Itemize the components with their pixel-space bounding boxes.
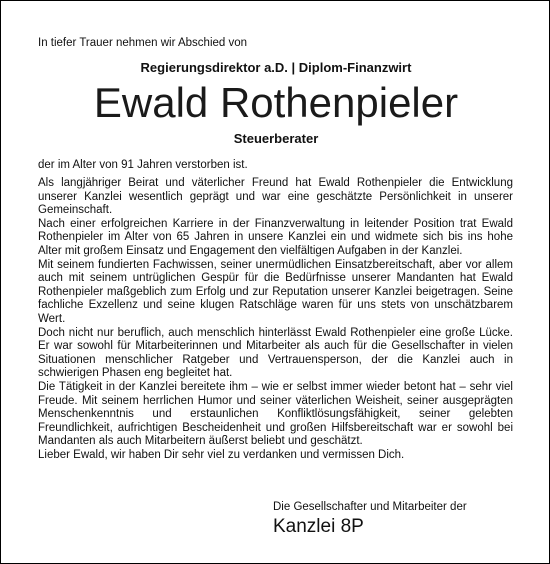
signature-firm: Kanzlei 8P	[273, 516, 364, 537]
paragraph: Als langjähriger Beirat und väterlicher Freund hat Ewald Rothenpieler die Entwicklung unserer Kanzlei wesentlich geprägt und war eine geschätzte Persönlichkeit in unserer Gemeinschaft.	[38, 177, 513, 217]
paragraph: Doch nicht nur beruflich, auch menschlich hinterlässt Ewald Rothenpieler eine große Lücke. Er war sowohl für Mitarbeiterinnen und Mitarbeiter als auch für die Gesellschafter in vielen Situationen menschlicher Ratgeber und Vertrauensperson, der die Kanzlei auch in schwierigen Phasen eng begleitet hat.	[38, 326, 513, 380]
deceased-name: Ewald Rothenpieler	[93, 79, 459, 126]
paragraph: Lieber Ewald, wir haben Dir sehr viel zu verdanken und vermissen Dich.	[38, 448, 405, 461]
paragraph: Die Tätigkeit in der Kanzlei bereitete ihm – wie er selbst immer wieder betont hat – sehr viel Freude. Mit seinem herrlichen Humor und seiner väterlichen Weisheit, seiner ausgeprägten Menschenkenntnis und erstaunlichen Konfliktlösungsfähigkeit, seiner gelebten Freundlichkeit, aufrichtigen Bescheidenheit und großen Hilfsbereitschaft war er sowohl bei Mandanten als auch Mitarbeitern äußerst beliebt und geschätzt.	[38, 380, 513, 448]
paragraph: Mit seinem fundierten Fachwissen, seiner unermüdlichen Einsatzbereitschaft, aber vor allem auch mit seinem untrüglichen Gespür für die Bedürfnisse unserer Mandanten hat Ewald Rothenpieler maßgeblich zum Erfolg und zur Reputation unserer Kanzlei beigetragen. Seine fachliche Exzellenz und seine klugen Ratschläge waren für uns stets von unschätzbarem Wert.	[38, 258, 513, 325]
deceased-profession: Steuerberater	[233, 131, 319, 146]
age-line: der im Alter von 91 Jahren verstorben ist.	[38, 159, 248, 171]
paragraph: Nach einer erfolgreichen Karriere in der Finanzverwaltung in leitender Position trat Ewald Rothenpieler im Alter von 65 Jahren in unsere Kanzlei ein und widmete sich bis ins hohe Alter mit großem Einsatz und Engagement den vielfältigen Aufgaben in der Kanzlei.	[38, 217, 513, 257]
signature-line: Die Gesellschafter und Mitarbeiter der	[273, 501, 467, 513]
deceased-role: Regierungsdirektor a.D. | Diplom-Finanzwirt	[140, 60, 412, 75]
obituary-body	[38, 177, 513, 462]
intro-line: In tiefer Trauer nehmen wir Abschied von	[38, 37, 248, 49]
